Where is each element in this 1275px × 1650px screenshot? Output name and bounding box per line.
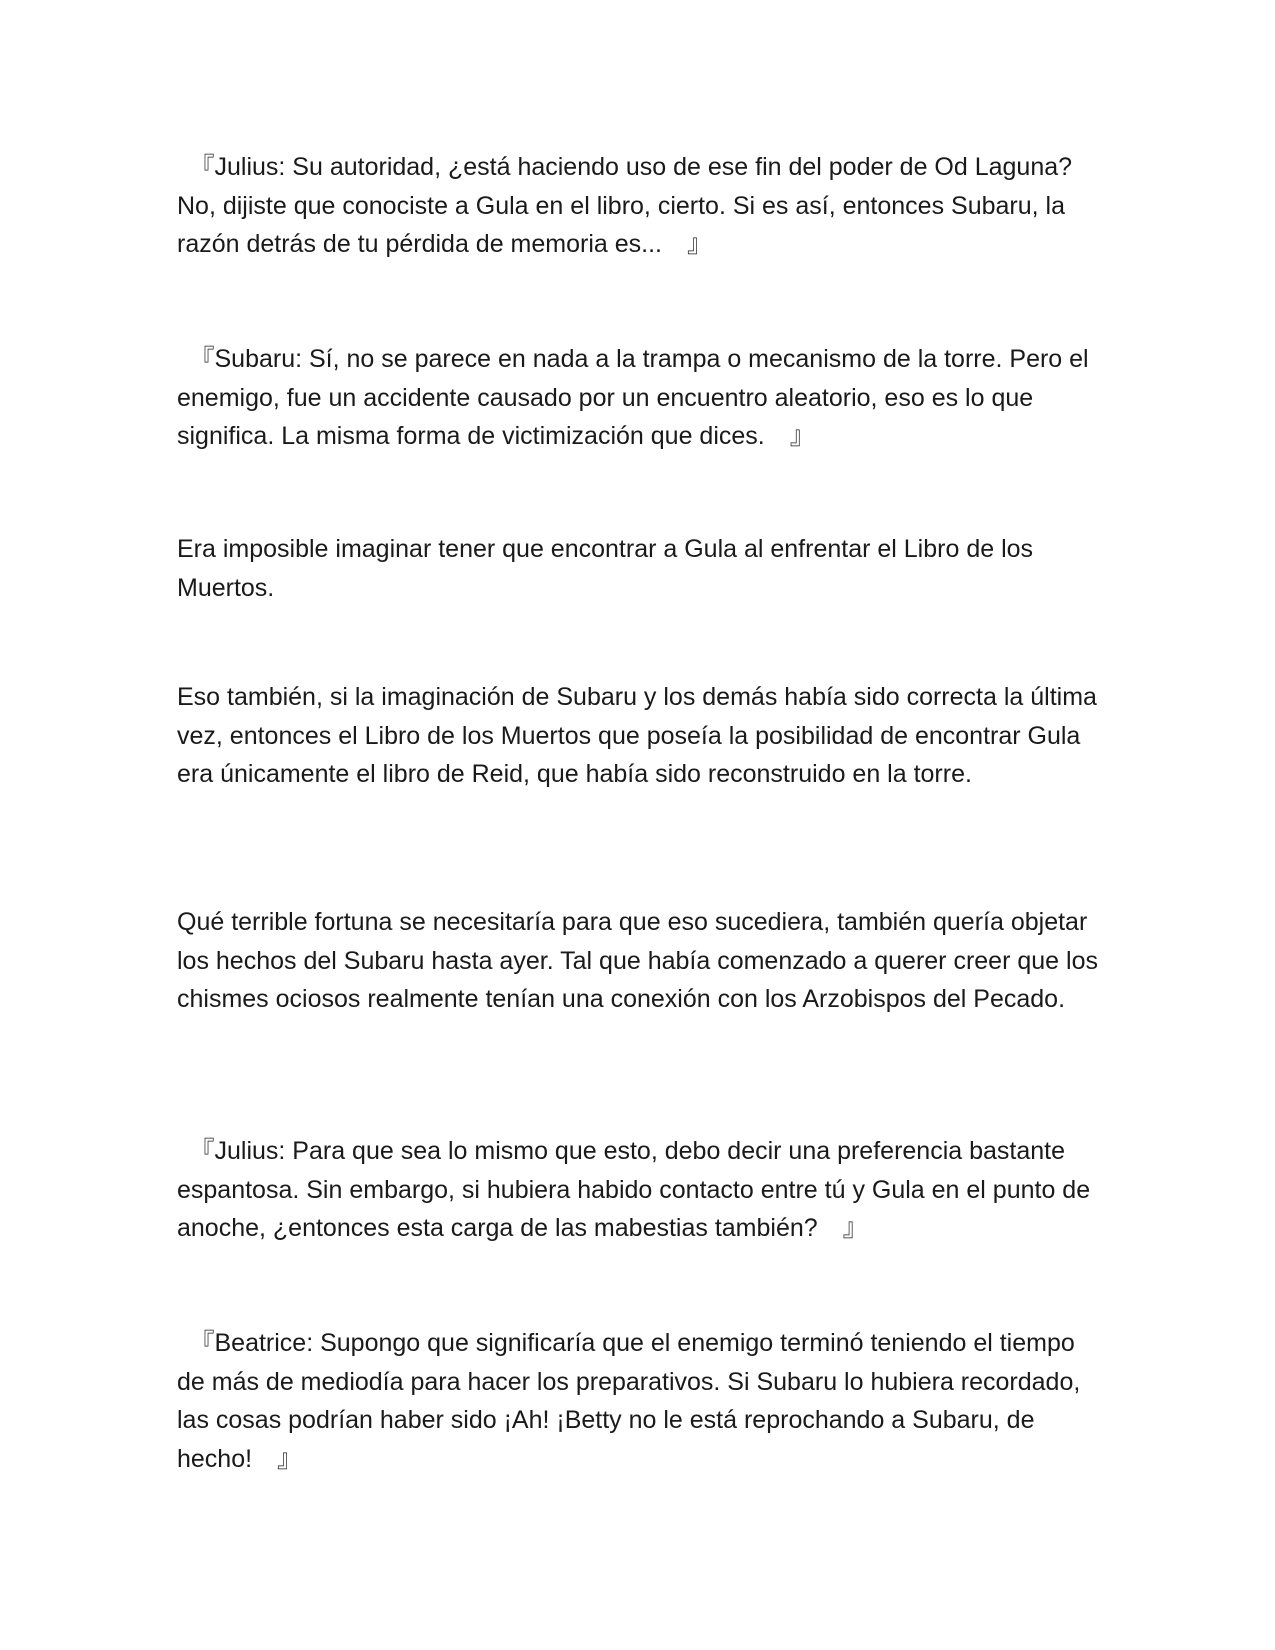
- dialogue-paragraph-beatrice: 『Beatrice: Supongo que significaría que el enemigo terminó teniendo el tiempo de más de mediodía para hacer los preparativos. Si Subaru lo hubiera recordado, las cosas podrían haber sido ¡Ah! ¡Betty no le está reprochando a Subaru, de hecho! 』: [177, 1329, 1081, 1473]
- narration-paragraph: Qué terrible fortuna se necesitaría para que eso sucediera, también quería objetar los hechos del Subaru hasta ayer. Tal que había comenzado a querer creer que los chismes ociosos realmente tenían una conexión con los Arzobispos del Pecado.: [177, 908, 1098, 1013]
- narration-paragraph: Eso también, si la imaginación de Subaru y los demás había sido correcta la última vez, entonces el Libro de los Muertos que poseía la posibilidad de encontrar Gula era únicamente el libro de Reid, que había sido reconstruido en la torre.: [177, 683, 1097, 788]
- narration-paragraph: Era imposible imaginar tener que encontrar a Gula al enfrentar el Libro de los Muertos.: [177, 535, 1034, 602]
- dialogue-paragraph-julius: 『Julius: Su autoridad, ¿está haciendo uso de ese fin del poder de Od Laguna? No, dijiste que conociste a Gula en el libro, cierto. Si es así, entonces Subaru, la razón detrás de tu pérdida de memoria es... 』: [177, 153, 1073, 258]
- dialogue-paragraph-subaru: 『Subaru: Sí, no se parece en nada a la trampa o mecanismo de la torre. Pero el enemigo, fue un accidente causado por un encuentro aleatorio, eso es lo que significa. La misma forma de victimización que dices. 』: [177, 345, 1089, 450]
- dialogue-paragraph-julius: 『Julius: Para que sea lo mismo que esto, debo decir una preferencia bastante espantosa. Sin embargo, si hubiera habido contacto entre tú y Gula en el punto de anoche, ¿entonces esta carga de las mabestias también? 』: [177, 1137, 1091, 1242]
